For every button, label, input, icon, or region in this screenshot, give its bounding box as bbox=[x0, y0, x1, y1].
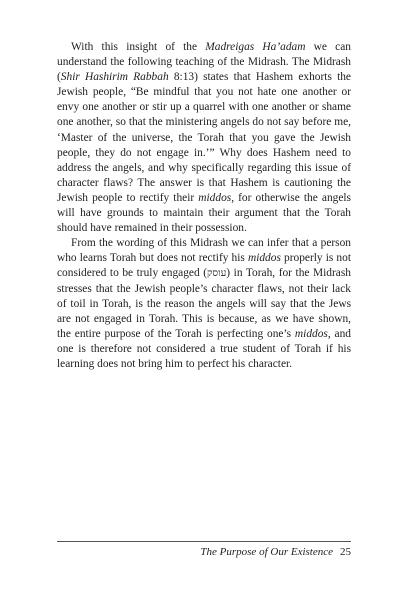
body-text bbox=[57, 40, 351, 372]
text-span: properly is not considered to be truly engaged ( bbox=[57, 252, 351, 280]
hebrew-word: עוסק bbox=[207, 268, 227, 280]
text-span: From the wording of this Midrash we can infer that a person who learns Torah but does not rectify his bbox=[57, 237, 351, 265]
running-head: The Purpose of Our Existence bbox=[200, 546, 333, 558]
text-span: , for otherwise the angels will have grounds to maintain their argument that the Torah should have remained in their possession. bbox=[57, 191, 351, 235]
italic-term: middos bbox=[198, 191, 232, 204]
italic-term: Shir Hashirim Rabbah bbox=[60, 71, 169, 84]
text-span: ) in Torah, for the Midrash stresses that the Jewish people’s character flaws, not their lack of toil in Torah, is the reason the angels will say that the Jews are not engaged in Torah. This is because, as we have shown, the entire purpose of the Torah is perfecting one’s bbox=[57, 267, 351, 340]
italic-term: middos bbox=[247, 252, 281, 265]
paragraph-1 bbox=[57, 40, 351, 236]
text-span: With this insight of the bbox=[71, 41, 206, 53]
page-number: 25 bbox=[340, 546, 351, 558]
text-span: we can understand the following teaching of the Midrash. The Midrash ( bbox=[57, 41, 351, 84]
page-footer bbox=[57, 541, 351, 558]
italic-term: Madreigas Ha’adam bbox=[205, 41, 306, 53]
text-span: , and one is therefore not considered a true student of Torah if his learning does not bring him to perfect his character. bbox=[57, 327, 351, 370]
italic-term: middos bbox=[294, 327, 328, 340]
text-span: 8:13) states that Hashem exhorts the Jewish people, “Be mindful that you not hate one another or envy one another or stir up a quarrel with one another or shame one another, so that the ministering angels do not say before me, ‘Master of the universe, the Torah that you gave the Jewish people, they do not engage in.’” Why does Hashem need to address the angels, and why specifically regarding this issue of character flaws? The answer is that Hashem is cautioning the Jewish people to rectify their bbox=[57, 71, 351, 204]
paragraph-2 bbox=[57, 236, 351, 372]
footer-line bbox=[200, 546, 351, 558]
